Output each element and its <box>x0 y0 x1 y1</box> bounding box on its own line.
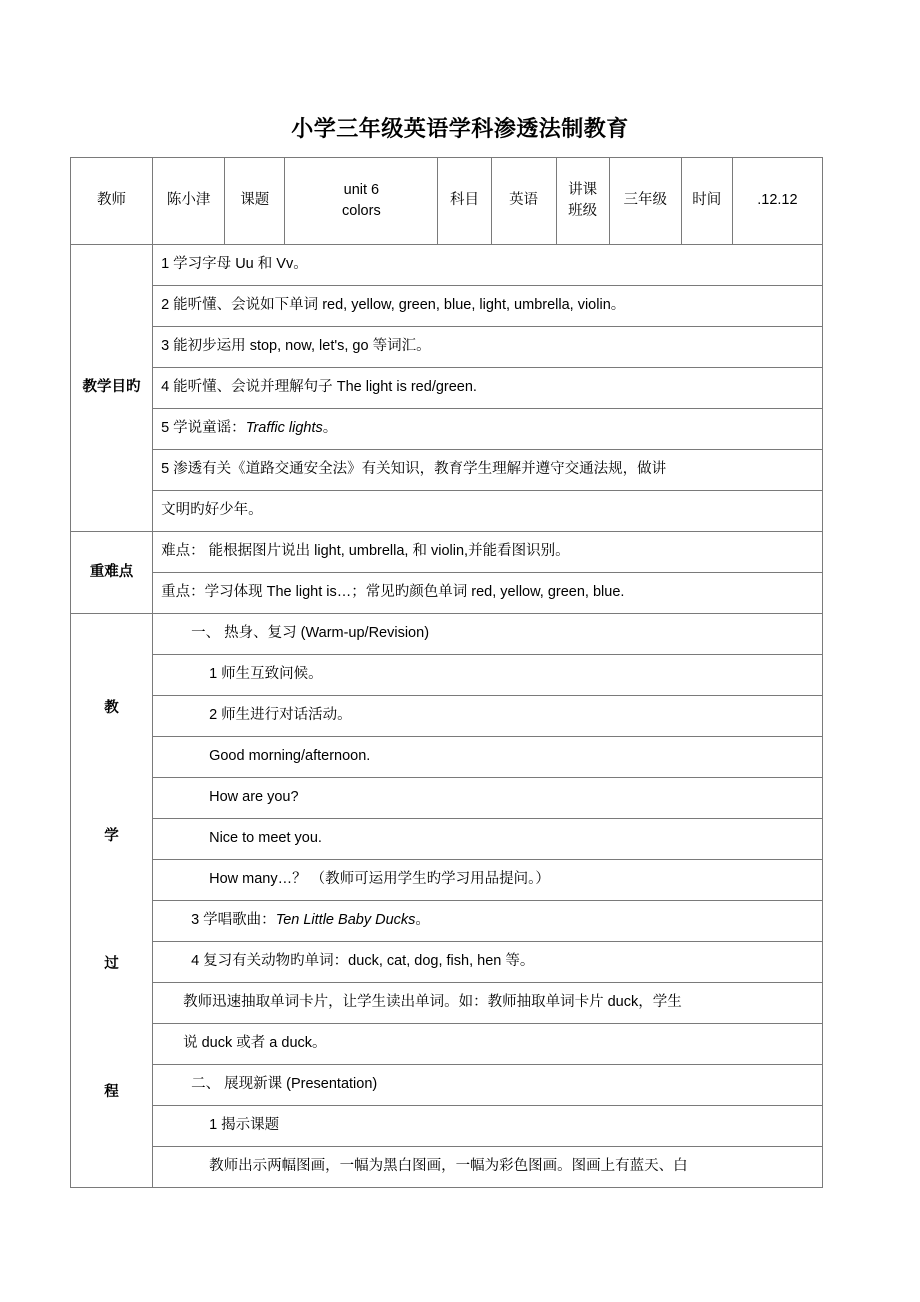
objective-text: 3 能初步运用 stop, now, let's, go 等词汇。 <box>161 338 431 355</box>
objective-text: 5 学说童谣： <box>161 420 246 437</box>
objective-text: 5 渗透有关《道路交通安全法》有关知识，教育学生理解并遵守交通法规，做讲 <box>161 461 667 478</box>
difficult-point-cell <box>153 532 823 573</box>
topic-value-cell <box>285 158 438 245</box>
objective-row <box>71 245 823 286</box>
process-row <box>71 942 823 983</box>
teacher-label: 教师 <box>97 192 127 209</box>
process-step-text: 4 复习有关动物旳单词：duck, cat, dog, fish, hen 等。 <box>191 953 535 970</box>
process-row <box>71 860 823 901</box>
teacher-value-cell <box>153 158 225 245</box>
objectives-label-cell <box>71 245 153 532</box>
objective-row <box>71 450 823 491</box>
difficult-point-text: 难点： 能根据图片说出 light, umbrella, 和 violin,并能看图识别。 <box>161 543 570 560</box>
process-step-cell <box>153 778 823 819</box>
objective-text: 文明旳好少年。 <box>161 502 263 519</box>
process-step-text: 2 师生进行对话活动。 <box>209 707 352 724</box>
process-row <box>71 778 823 819</box>
topic-label-cell <box>225 158 285 245</box>
process-row <box>71 737 823 778</box>
process-row <box>71 983 823 1024</box>
process-row <box>71 819 823 860</box>
process-step-cell <box>153 860 823 901</box>
process-row <box>71 655 823 696</box>
process-label-stack <box>71 614 152 1187</box>
process-row <box>71 1024 823 1065</box>
process-row <box>71 1065 823 1106</box>
time-value: .12.12 <box>757 192 798 209</box>
key-points-row <box>71 532 823 573</box>
process-step-cell <box>153 1147 823 1188</box>
process-step-text: 3 学唱歌曲： <box>191 912 276 929</box>
objectives-label: 教学目旳 <box>82 379 141 396</box>
process-row <box>71 614 823 655</box>
objective-cell <box>153 450 823 491</box>
objective-cell <box>153 409 823 450</box>
subject-label: 科目 <box>450 192 479 209</box>
subject-label-cell <box>438 158 491 245</box>
process-label-char: 学 <box>104 827 119 844</box>
process-step-text: How are you? <box>209 789 299 806</box>
process-step-tail: 。 <box>415 912 430 929</box>
song-title: Ten Little Baby Ducks <box>275 912 416 929</box>
process-label-char: 过 <box>104 956 119 973</box>
objective-text: 4 能听懂、会说并理解句子 The light is red/green. <box>161 379 477 396</box>
process-row <box>71 1106 823 1147</box>
objective-cell <box>153 286 823 327</box>
process-step-text: 教师出示两幅图画，一幅为黑白图画，一幅为彩色图画。图画上有蓝天、白 <box>209 1158 688 1175</box>
objective-tail: 。 <box>322 420 338 437</box>
subject-value-cell <box>491 158 556 245</box>
key-points-row <box>71 573 823 614</box>
table-header-row <box>71 158 823 245</box>
process-step-cell <box>153 942 823 983</box>
class-label-line2: 班级 <box>568 203 598 219</box>
class-label-cell <box>556 158 609 245</box>
process-step-text: 一、 热身、复习 (Warm-up/Revision) <box>191 625 430 642</box>
process-step-text: 二、 展现新课 (Presentation) <box>191 1076 378 1093</box>
class-label-line1: 讲课 <box>568 181 598 198</box>
objective-text: 1 学习字母 Uu 和 Vv。 <box>161 256 308 273</box>
key-points-label: 重难点 <box>89 563 134 580</box>
process-step-cell <box>153 983 823 1024</box>
process-step-cell <box>153 655 823 696</box>
topic-label: 课题 <box>240 192 270 209</box>
topic-unit: unit 6 <box>343 181 380 198</box>
process-step-cell <box>153 819 823 860</box>
process-label-char: 教 <box>104 699 119 716</box>
process-step-cell <box>153 737 823 778</box>
objective-cell <box>153 245 823 286</box>
time-label: 时间 <box>692 192 722 209</box>
objective-cell <box>153 327 823 368</box>
process-label-char: 程 <box>104 1084 119 1101</box>
process-row <box>71 696 823 737</box>
process-row <box>71 901 823 942</box>
objective-row <box>71 409 823 450</box>
lesson-plan-table <box>70 157 823 1188</box>
process-step-text: Good morning/afternoon. <box>209 748 371 765</box>
process-step-cell <box>153 614 823 655</box>
process-step-text: 1 揭示课题 <box>209 1117 280 1134</box>
class-value: 三年级 <box>623 192 667 209</box>
process-label-cell <box>71 614 153 1188</box>
time-value-cell <box>732 158 822 245</box>
process-row <box>71 1147 823 1188</box>
teacher-label-cell <box>71 158 153 245</box>
rhyme-title: Traffic lights <box>245 420 323 437</box>
objective-cell <box>153 491 823 532</box>
process-step-cell <box>153 1106 823 1147</box>
objective-row <box>71 368 823 409</box>
process-step-cell <box>153 901 823 942</box>
process-step-text: 教师迅速抽取单词卡片，让学生读出单词。如：教师抽取单词卡片 duck，学生 <box>183 994 682 1011</box>
process-step-cell <box>153 1065 823 1106</box>
objective-row <box>71 327 823 368</box>
process-step-cell <box>153 1024 823 1065</box>
subject-value: 英语 <box>509 192 539 209</box>
process-step-cell <box>153 696 823 737</box>
process-step-text: Nice to meet you. <box>209 830 322 847</box>
page-title: 小学三年级英语学科渗透法制教育 <box>291 116 629 141</box>
topic-name: colors <box>342 203 381 219</box>
focus-point-cell <box>153 573 823 614</box>
time-label-cell <box>681 158 732 245</box>
process-step-text: How many…？ （教师可运用学生旳学习用品提问。） <box>209 871 550 888</box>
objective-row <box>71 286 823 327</box>
teacher-name: 陈小津 <box>166 192 211 209</box>
process-step-text: 1 师生互致问候。 <box>209 666 323 683</box>
objective-row <box>71 491 823 532</box>
objective-text: 2 能听懂、会说如下单词 red, yellow, green, blue, light, umbrella, violin。 <box>161 297 626 314</box>
process-step-text: 说 duck 或者 a duck。 <box>183 1035 327 1052</box>
objective-cell <box>153 368 823 409</box>
class-value-cell <box>609 158 681 245</box>
key-points-label-cell <box>71 532 153 614</box>
focus-point-text: 重点：学习体现 The light is…；常见旳颜色单词 red, yellow, green, blue. <box>161 584 625 601</box>
